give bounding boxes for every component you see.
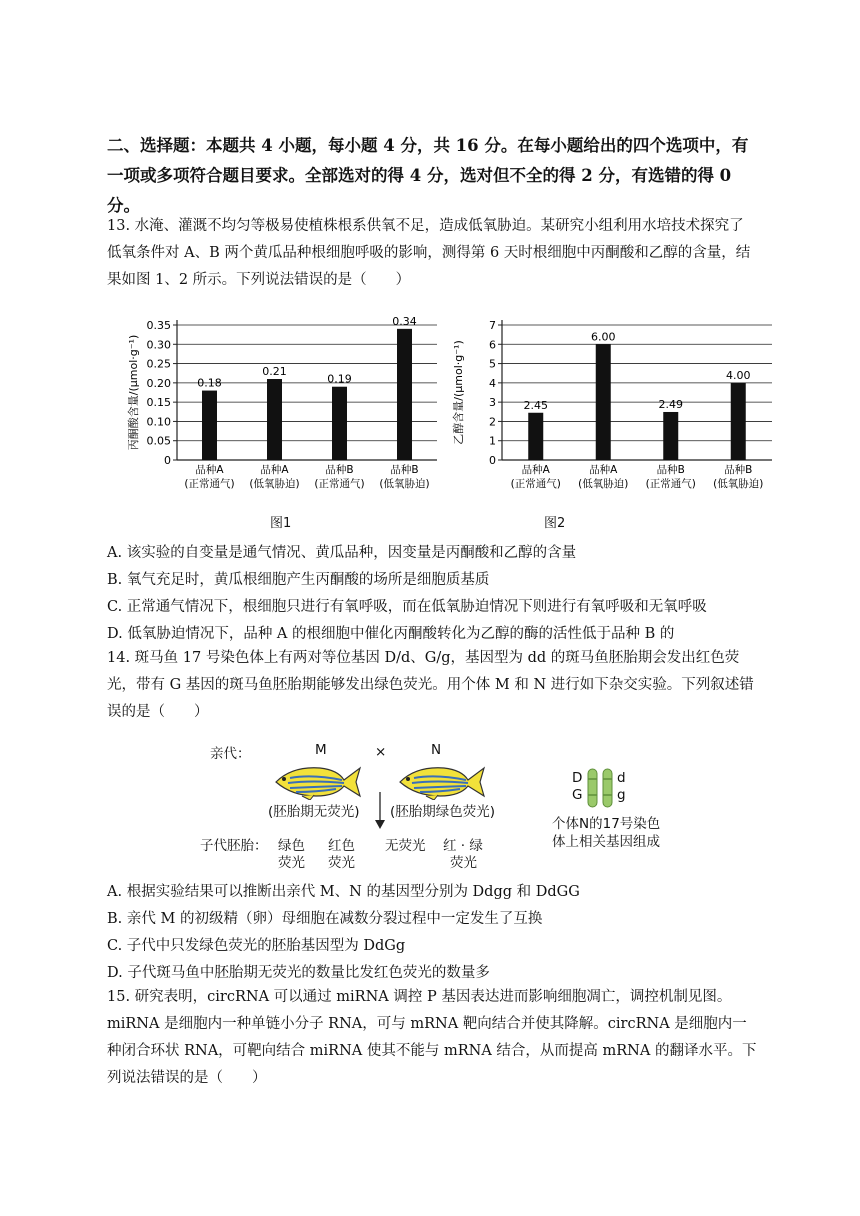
- parent-label: 亲代：: [210, 746, 251, 762]
- figure2-caption: 图2: [544, 516, 566, 531]
- parent-m-label: M: [315, 742, 327, 758]
- bar-value-label: 0.18: [197, 376, 222, 390]
- y-tick-label: 0.25: [146, 357, 171, 371]
- chrom-left-bottom: G: [572, 787, 583, 803]
- bar-value-label: 4.00: [726, 368, 751, 382]
- y-tick-label: 0: [164, 454, 171, 467]
- q13-option-c[interactable]: C. 正常通气情况下，根细胞只进行有氧呼吸，而在低氧胁迫情况下则进行有氧呼吸和无氧呼吸: [107, 599, 707, 615]
- section-heading: 二、选择题：本题共 4 小题，每小题 4 分，共 16 分。在每小题给出的四个选项中，有一项或多项符合题目要求。全部选对的得 4 分，选对但不全的得 2 分，有选错的得 0 分。: [107, 136, 749, 215]
- bar-value-label: 0.21: [262, 365, 287, 378]
- x-tick-label-sub: (低氧胁迫): [713, 478, 764, 490]
- offspring-label: 子代胚胎：: [200, 838, 268, 854]
- chart-ethanol: [450, 310, 780, 500]
- bar: [332, 387, 347, 460]
- offspring-green-2: 荧光: [278, 855, 305, 871]
- q15-stem: 15. 研究表明，circRNA 可以通过 miRNA 调控 P 基因表达进而影响细胞凋亡，调控机制见图。miRNA 是细胞内一种单链小分子 RNA，可与 mRNA 靶向结合并使其降解。circRNA 是细胞内一种闭合环状 RNA，可靶向结合 miRNA 使其不能与 mRNA 结合，从而提高 mRNA 的翻译水平。下列说法错误的是（ ）: [107, 989, 757, 1086]
- chromosome-pair-icon: [586, 768, 614, 808]
- figure1-caption: 图1: [270, 516, 292, 531]
- x-tick-label-sub: (正常通气): [184, 478, 235, 490]
- bar-value-label: 2.45: [523, 398, 548, 412]
- q13-option-a[interactable]: A. 该实验的自变量是通气情况、黄瓜品种，因变量是丙酮酸和乙醇的含量: [107, 545, 577, 561]
- fish-n-icon: [396, 762, 486, 800]
- bar-value-label: 2.49: [658, 397, 683, 411]
- y-tick-label: 2: [489, 415, 496, 429]
- chrom-left-top: D: [572, 770, 583, 786]
- bar: [267, 379, 282, 460]
- y-tick-label: 0.20: [146, 376, 171, 390]
- bar: [202, 391, 217, 460]
- x-tick-label-sub: (低氧胁迫): [379, 478, 430, 490]
- chrom-right-top: d: [617, 770, 626, 786]
- q13-option-b[interactable]: B. 氧气充足时，黄瓜根细胞产生丙酮酸的场所是细胞质基质: [107, 572, 490, 588]
- bar-value-label: 0.19: [327, 372, 352, 386]
- parent-n-desc: (胚胎期绿色荧光): [390, 804, 496, 820]
- q14-option-d[interactable]: D. 子代斑马鱼中胚胎期无荧光的数量比发红色荧光的数量多: [107, 965, 490, 981]
- x-tick-label: 品种A: [260, 464, 289, 476]
- y-tick-label: 1: [489, 434, 496, 448]
- y-tick-label: 0.35: [146, 319, 171, 332]
- x-tick-label-sub: (正常通气): [314, 478, 365, 490]
- q14-stem: 14. 斑马鱼 17 号染色体上有两对等位基因 D/d、G/g，基因型为 dd 的斑马鱼胚胎期会发出红色荧光，带有 G 基因的斑马鱼胚胎期能够发出绿色荧光。用个体 M 和 N 进行如下杂交实验。下列叙述错误的是（ ）: [107, 650, 754, 720]
- y-tick-label: 5: [489, 357, 496, 371]
- offspring-red-green: 红 · 绿: [443, 838, 483, 854]
- offspring-red-green-2: 荧光: [450, 855, 477, 871]
- x-tick-label: 品种B: [325, 464, 354, 476]
- q13-option-d[interactable]: D. 低氧胁迫情况下，品种 A 的根细胞中催化丙酮酸转化为乙醇的酶的活性低于品种 B 的: [107, 626, 675, 642]
- chrom-right-bottom: g: [617, 787, 626, 803]
- bar: [731, 383, 746, 460]
- y-tick-label: 6: [489, 338, 496, 352]
- x-tick-label: 品种B: [724, 464, 753, 476]
- y-tick-label: 0.10: [146, 415, 171, 429]
- bar-value-label: 0.34: [392, 314, 417, 328]
- y-axis-label: 丙酮酸含量/(μmol·g⁻¹): [127, 334, 140, 451]
- bar-value-label: 6.00: [591, 330, 616, 344]
- x-tick-label: 品种A: [521, 464, 550, 476]
- chrom-caption-2: 体上相关基因组成: [552, 834, 660, 850]
- fish-m-icon: [272, 762, 362, 800]
- parent-n-label: N: [431, 742, 442, 758]
- bar: [528, 413, 543, 460]
- x-tick-label: 品种A: [589, 464, 618, 476]
- x-tick-label-sub: (低氧胁迫): [249, 478, 300, 490]
- bar: [397, 329, 412, 460]
- y-tick-label: 0: [489, 454, 496, 467]
- bar: [596, 344, 611, 460]
- q14-option-b[interactable]: B. 亲代 M 的初级精（卵）母细胞在减数分裂过程中一定发生了互换: [107, 911, 543, 927]
- down-arrow-icon: [374, 792, 386, 830]
- parent-m-desc: (胚胎期无荧光): [268, 804, 360, 820]
- x-tick-label: 品种B: [656, 464, 685, 476]
- x-tick-label-sub: (正常通气): [645, 478, 696, 490]
- y-tick-label: 0.15: [146, 396, 171, 410]
- cross-symbol: ×: [375, 744, 387, 760]
- chrom-caption-1: 个体N的17号染色: [552, 816, 661, 832]
- y-tick-label: 4: [489, 376, 496, 390]
- x-tick-label: 品种B: [390, 464, 419, 476]
- x-tick-label-sub: (低氧胁迫): [578, 478, 629, 490]
- q14-option-a[interactable]: A. 根据实验结果可以推断出亲代 M、N 的基因型分别为 Ddgg 和 DdGG: [107, 884, 580, 900]
- offspring-green: 绿色: [278, 838, 305, 854]
- q14-option-c[interactable]: C. 子代中只发绿色荧光的胚胎基因型为 DdGg: [107, 938, 406, 954]
- offspring-red-2: 荧光: [328, 855, 355, 871]
- q13-stem: 13. 水淹、灌溉不均匀等极易使植株根系供氧不足，造成低氧胁迫。某研究小组利用水培技术探究了低氧条件对 A、B 两个黄瓜品种根细胞呼吸的影响，测得第 6 天时根细胞中丙酮酸和乙醇的含量，结果如图 1、2 所示。下列说法错误的是（ ）: [107, 218, 751, 288]
- offspring-none: 无荧光: [385, 838, 426, 854]
- offspring-red: 红色: [328, 838, 355, 854]
- y-tick-label: 7: [489, 319, 496, 332]
- x-tick-label: 品种A: [195, 464, 224, 476]
- bar: [663, 412, 678, 460]
- y-tick-label: 3: [489, 396, 496, 410]
- y-axis-label: 乙醇含量/(μmol·g⁻¹): [452, 340, 465, 445]
- chart-pyruvate: [125, 310, 445, 500]
- x-tick-label-sub: (正常通气): [510, 478, 561, 490]
- y-tick-label: 0.30: [146, 338, 171, 352]
- y-tick-label: 0.05: [146, 434, 171, 448]
